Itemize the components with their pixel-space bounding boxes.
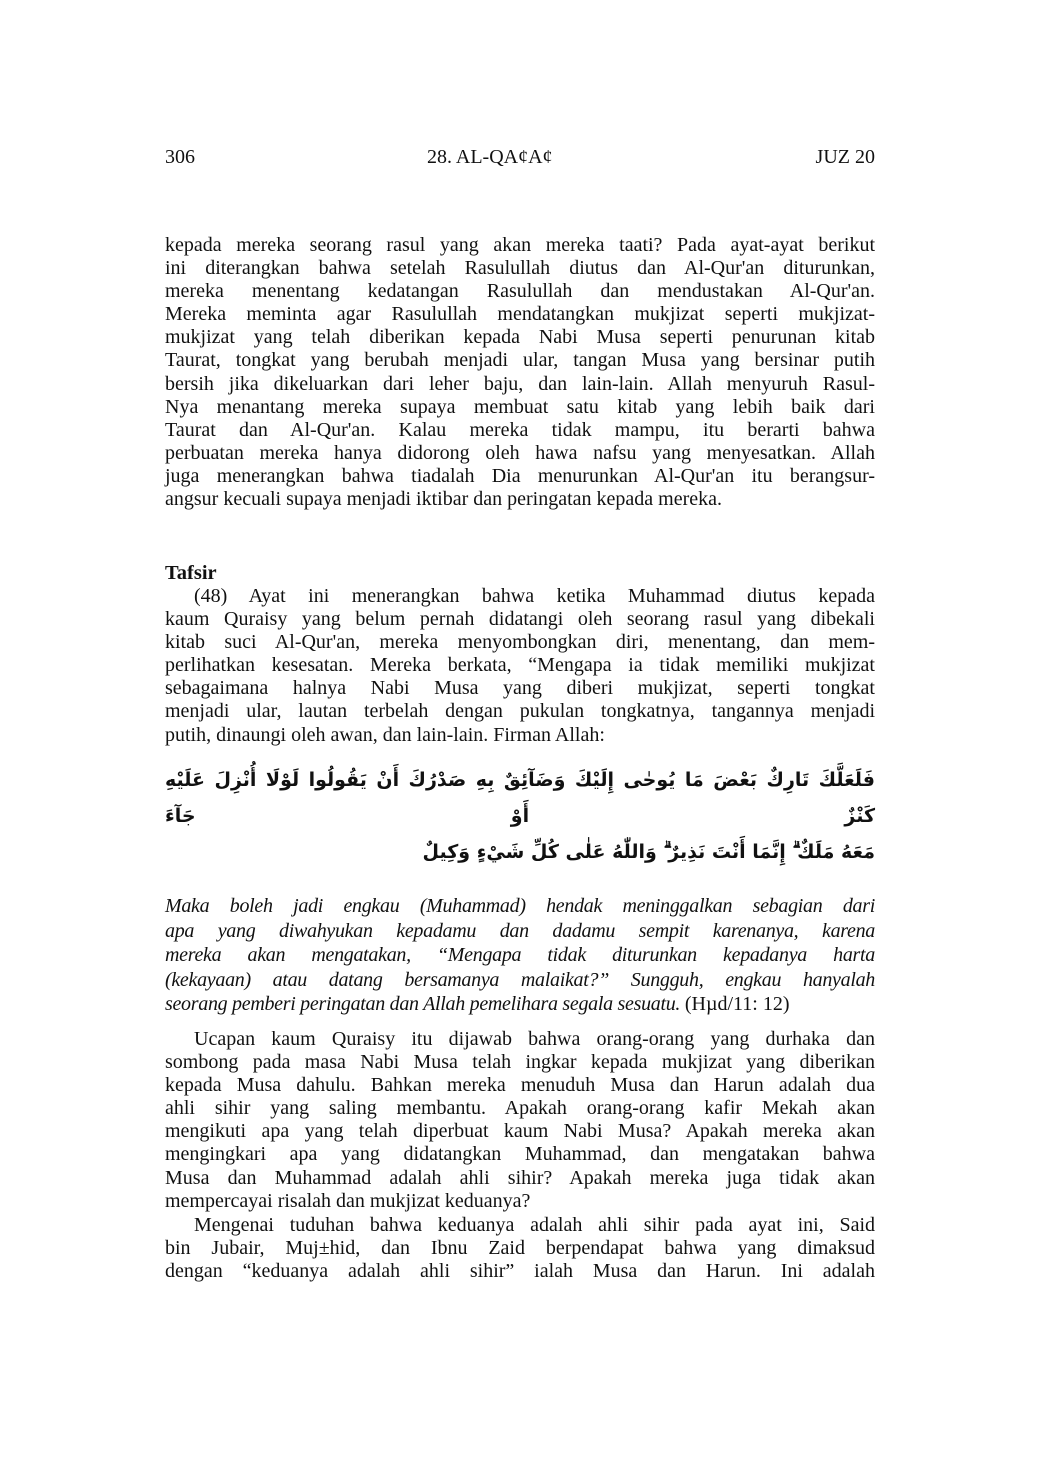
text-line (165, 1214, 875, 1237)
text-line (165, 1120, 875, 1143)
text-line (165, 1260, 875, 1283)
text-line (165, 968, 875, 993)
text-line-content: mukjizat yang telah diberikan kepada Nabi Musa seperti penurunan kitab (165, 326, 875, 349)
text-line (165, 677, 875, 700)
text-line (165, 1190, 875, 1213)
text-line-content: juga menerangkan bahwa tiadalah Dia menurunkan Al-Qur'an itu berangsur- (165, 464, 875, 487)
text-line-content: apa yang diwahyukan kepadamu dan dadamu sempit karenanya, karena (165, 919, 875, 942)
arabic-line: مَعَهُ مَلَكٌ ۗ إِنَّمَا أَنْتَ نَذِيرٌ ۗ وَاللّٰهُ عَلٰى كُلِّ شَيْءٍ وَكِيلٌ (422, 841, 875, 863)
text-line-content: (kekayaan) atau datang bersamanya malaikat?” Sungguh, engkau hanyalah (165, 968, 875, 991)
tafsir-section (165, 562, 875, 747)
text-line-content: mereka akan mengatakan, “Mengapa tidak diturunkan kepadanya harta (165, 944, 875, 966)
text-line (165, 349, 875, 372)
text-line-content: kitab suci Al-Qur'an, mereka menyombongkan diri, menentang, dan mem- (165, 631, 875, 654)
text-line-content: sebagaimana halnya Nabi Musa yang diberi mukjizat, seperti tongkat (165, 677, 875, 700)
text-line (165, 585, 875, 608)
text-line (165, 257, 875, 280)
text-line-content: mengingkari apa yang didatangkan Muhammad, dan mengatakan bahwa (165, 1143, 875, 1166)
text-line-content: Taurat dan Al-Qur'an. Kalau mereka tidak mampu, itu berarti bahwa (165, 418, 875, 441)
text-line (165, 992, 875, 1017)
text-line-content: bin Jubair, Muj±hid, dan Ibnu Zaid berpendapat bahwa yang dimaksud (165, 1237, 875, 1260)
text-line (165, 1237, 875, 1260)
text-line-content: Nya menantang mereka supaya membuat satu kitab yang lebih baik dari (165, 395, 875, 418)
text-line (165, 1143, 875, 1166)
paragraph-3 (165, 1028, 875, 1213)
text-line (165, 919, 875, 944)
text-line-content: bersih jika dikeluarkan dari leher baju, dan lain-lain. Allah menyuruh Rasul- (165, 372, 875, 395)
text-line-content: putih, dinaungi oleh awan, dan lain-lain. Firman Allah: (165, 723, 605, 746)
text-line-content: menjadi ular, lautan terbelah dengan pukulan tongkatnya, tangannya menjadi (165, 700, 875, 723)
text-line-content: mereka menentang kedatangan Rasulullah dan mendustakan Al-Qur'an. (165, 280, 875, 303)
text-line (165, 419, 875, 442)
text-line-content: angsur kecuali supaya menjadi iktibar dan peringatan kepada mereka. (165, 488, 722, 511)
text-line-content: ahli sihir yang saling membantu. Apakah orang-orang kafir Mekah akan (165, 1097, 875, 1120)
text-line-content: kepada mereka seorang rasul yang akan mereka taati? Pada ayat-ayat berikut (165, 234, 875, 256)
juz-label: JUZ 20 (815, 146, 875, 168)
verse-citation: (Hµd/11: 12) (684, 993, 790, 1015)
tafsir-heading: Tafsir (165, 562, 217, 584)
intro-paragraph (165, 234, 875, 511)
text-line-content: dengan “keduanya adalah ahli sihir” ialah Musa dan Harun. Ini adalah (165, 1260, 875, 1283)
text-line (165, 631, 875, 654)
text-line (165, 373, 875, 396)
chapter-title: 28. AL-QA¢A¢ (427, 146, 553, 168)
text-line (165, 943, 875, 968)
text-line (165, 1097, 875, 1120)
text-line (165, 303, 875, 326)
text-line-content: Mereka meminta agar Rasulullah mendatangkan mukjizat seperti mukjizat- (165, 303, 875, 326)
text-line (165, 465, 875, 488)
text-line-content: Mengenai tuduhan bahwa keduanya adalah ahli sihir pada ayat ini, Said (194, 1214, 875, 1236)
text-line-content: seorang pemberi peringatan dan Allah pemelihara segala sesuatu. (165, 993, 681, 1015)
text-line-content: sombong pada masa Nabi Musa telah ingkar kepada mukjizat yang diberikan (165, 1051, 875, 1074)
text-line (165, 234, 875, 257)
text-line-content: ini diterangkan bahwa setelah Rasulullah diutus dan Al-Qur'an diturunkan, (165, 257, 875, 280)
text-line (165, 894, 875, 919)
tafsir-paragraph (165, 585, 875, 747)
text-line-content: Ucapan kaum Quraisy itu dijawab bahwa orang-orang yang durhaka dan (194, 1028, 875, 1050)
running-header (165, 146, 875, 172)
text-line-content: mengikuti apa yang telah diperbuat kaum Nabi Musa? Apakah mereka akan (165, 1120, 875, 1143)
text-line (165, 326, 875, 349)
text-line (165, 396, 875, 419)
text-line (165, 700, 875, 723)
arabic-verse (165, 762, 875, 870)
text-line-content: kepada Musa dahulu. Bahkan mereka menuduh Musa dan Harun adalah dua (165, 1074, 875, 1097)
text-line-content: perlihatkan kesesatan. Mereka berkata, “Mengapa ia tidak memiliki mukjizat (165, 654, 875, 677)
text-line-content: mempercayai risalah dan mukjizat keduanya? (165, 1189, 531, 1212)
paragraph-4 (165, 1214, 875, 1283)
text-line-content: kaum Quraisy yang belum pernah didatangi oleh seorang rasul yang dibekali (165, 608, 875, 631)
text-line-content: Maka boleh jadi engkau (Muhammad) hendak meninggalkan sebagian dari (165, 895, 875, 917)
text-line-content: Musa dan Muhammad adalah ahli sihir? Apakah mereka juga tidak akan (165, 1166, 875, 1189)
text-line-content: perbuatan mereka hanya didorong oleh hawa nafsu yang menyesatkan. Allah (165, 441, 875, 464)
verse-translation (165, 894, 875, 1017)
page-number: 306 (165, 146, 195, 168)
text-line (165, 442, 875, 465)
arabic-line: فَلَعَلَّكَ تَارِكٌ بَعْضَ مَا يُوحٰى إِلَيْكَ وَضَآئِقٌ بِهِ صَدْرُكَ أَنْ يَقُولُوا لَوْلَا أُنْزِلَ عَلَيْهِ كَنْزٌ أَوْ جَآءَ (165, 769, 875, 827)
text-line (165, 1028, 875, 1051)
text-line (165, 1167, 875, 1190)
text-line (165, 1074, 875, 1097)
text-line-content: (48) Ayat ini menerangkan bahwa ketika Muhammad diutus kepada (194, 585, 875, 607)
text-line (165, 608, 875, 631)
text-line (165, 1051, 875, 1074)
text-line (165, 280, 875, 303)
text-line-content: Taurat, tongkat yang berubah menjadi ular, tangan Musa yang bersinar putih (165, 349, 875, 372)
text-line (165, 654, 875, 677)
text-line (165, 724, 875, 747)
text-line (165, 488, 875, 511)
